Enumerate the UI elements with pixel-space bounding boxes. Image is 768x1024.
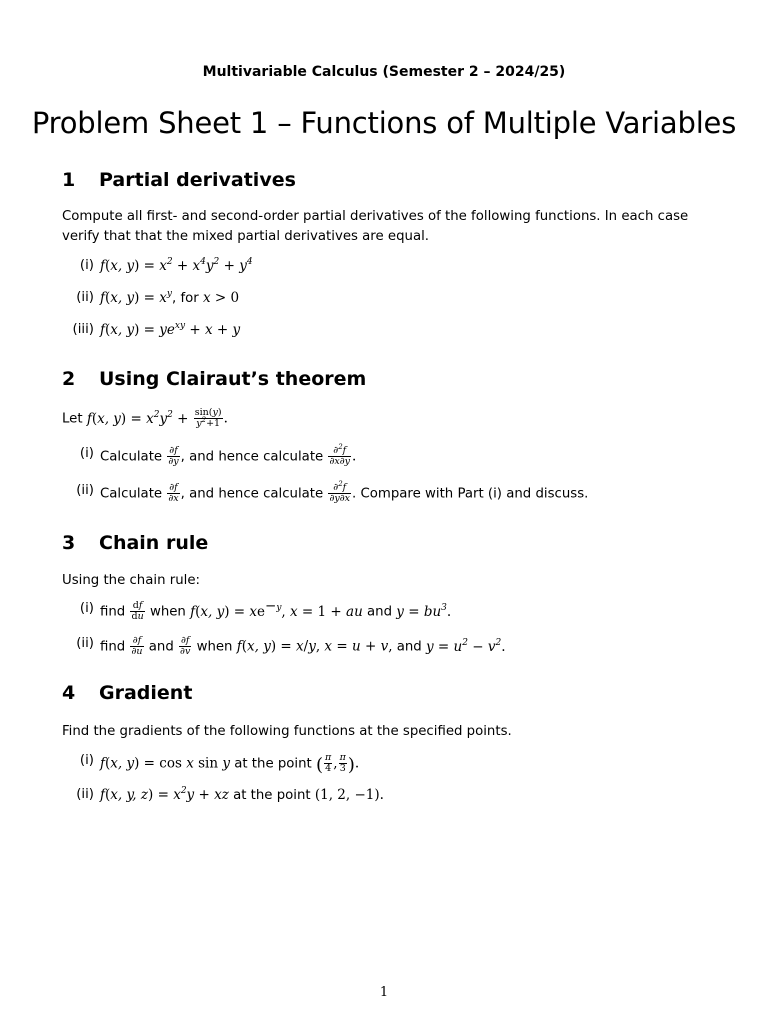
item-label: (iii): [72, 322, 94, 337]
fraction: $\frac{df}{du}$: [131, 600, 144, 622]
formula: f(x, y) = x/y, x = u + v,: [236, 638, 393, 655]
item-text: and: [367, 604, 393, 620]
item-label: (ii): [76, 787, 94, 802]
section-intro: Let: [62, 411, 83, 427]
fraction: $\frac{\partial^2f}{\partial x\partial y}$: [329, 443, 351, 467]
section-number: 2: [62, 368, 76, 390]
formula: f(x, $y) = xe^{-y}$, x = 1 + au: [190, 597, 363, 620]
section-title: Partial derivatives: [99, 169, 296, 191]
formula: f(x, $y) = x^2 + x^4y^2 + y^4$: [100, 257, 253, 274]
exercise-item: [76, 480, 589, 504]
page-title: Problem Sheet 1 – Functions of Multiple Variables: [31, 106, 737, 140]
item-text: at the point: [234, 756, 312, 772]
exercise-item: (i) Calculate $\frac{\partial f}{\partial y}$ , and hence calculate $\frac{\partial^2f}{\partial x\partial y}$ .: [79, 443, 357, 467]
item-label: (ii): [76, 290, 94, 305]
section-intro: Using the chain rule:: [62, 573, 200, 588]
item-label: (i): [79, 258, 94, 273]
fraction: $\frac{\partial f}{\partial y}$: [168, 445, 179, 467]
fraction: $\frac{\pi}{4}$: [325, 752, 332, 774]
formula: f(x, y) = cos x sin y: [100, 755, 230, 772]
formula: $y = bu^3$.: [396, 602, 452, 620]
formula: (1, 2, −1).: [314, 787, 384, 803]
exercise-item: [76, 635, 506, 657]
section-intro: Compute all first- and second-order partial derivatives of the following functions. In each case verify that that the mixed partial derivatives are equal.: [62, 209, 689, 244]
section-intro: Find the gradients of the following functions at the specified points.: [62, 724, 512, 739]
item-label: (ii): [76, 483, 94, 498]
item-text: find: [100, 604, 126, 620]
item-text: and: [148, 639, 174, 655]
section-title: Gradient: [99, 682, 193, 704]
item-text: Calculate: [100, 449, 163, 465]
exercise-item: [76, 786, 384, 803]
section-title: Using Clairaut’s theorem: [99, 368, 367, 390]
section-number: 1: [62, 169, 76, 191]
formula: f(x, y, $z) = x^2y$ + xz: [100, 786, 229, 803]
exercise-item: [79, 257, 253, 274]
fraction: $\frac{\partial f}{\partial v}$: [180, 635, 191, 657]
item-text: and: [396, 639, 422, 655]
exercise-item: [72, 321, 241, 338]
section-intro-line: Let f(x, $y) = x^2y^2$ + $\frac{\sin(y)}{y^2+1}$ .: [62, 407, 228, 429]
section-heading-3: [62, 532, 208, 554]
section-heading-2: [62, 368, 366, 390]
item-text: . Compare with Part (i) and discuss.: [352, 486, 589, 502]
item-label: (i): [79, 446, 94, 461]
formula: x > 0: [202, 290, 240, 306]
course-header: Multivariable Calculus (Semester 2 – 2024/25): [202, 64, 566, 80]
item-text: , for: [172, 291, 203, 306]
section-title: Chain rule: [99, 532, 209, 554]
item-text: when: [196, 639, 233, 655]
item-text: at the point: [233, 788, 311, 803]
exercise-item: [76, 289, 240, 306]
formula: f(x, $y) = x^y$: [100, 289, 172, 306]
section-number: 4: [62, 682, 76, 704]
item-text: Calculate: [100, 486, 163, 502]
section-heading-1: [62, 169, 296, 191]
fraction: $\frac{\pi}{3}$: [339, 752, 346, 774]
item-label: (i): [79, 753, 94, 768]
formula: $y = u^2 - v^2$.: [426, 637, 506, 655]
item-text: when: [149, 604, 186, 620]
fraction: $\frac{\partial f}{\partial u}$: [131, 635, 143, 657]
fraction: $\frac{\sin(y)}{y^2+1}$: [194, 407, 222, 429]
page-number: 1: [379, 985, 389, 1000]
fraction: $\frac{\partial f}{\partial x}$: [168, 482, 179, 504]
formula: f(x, $y) = x^2y^2$ +: [86, 409, 193, 427]
item-text: , and hence calculate: [180, 449, 324, 465]
item-text: , and hence calculate: [180, 486, 324, 502]
exercise-item: (i) f(x, y) = cos x sin y at the point ( $\frac{\pi}{4}$ , $\frac{\pi}{3}$ ).: [79, 752, 360, 776]
item-label: (ii): [76, 636, 94, 651]
section-number: 3: [62, 532, 76, 554]
section-heading-4: [62, 682, 192, 704]
fraction: $\frac{\partial^2f}{\partial y\partial x}$: [329, 480, 351, 504]
item-text: find: [100, 639, 126, 655]
item-label: (i): [79, 601, 94, 616]
exercise-item: [79, 597, 452, 622]
formula: f(x, $y) = ye^{xy} + x + y$: [100, 321, 241, 338]
